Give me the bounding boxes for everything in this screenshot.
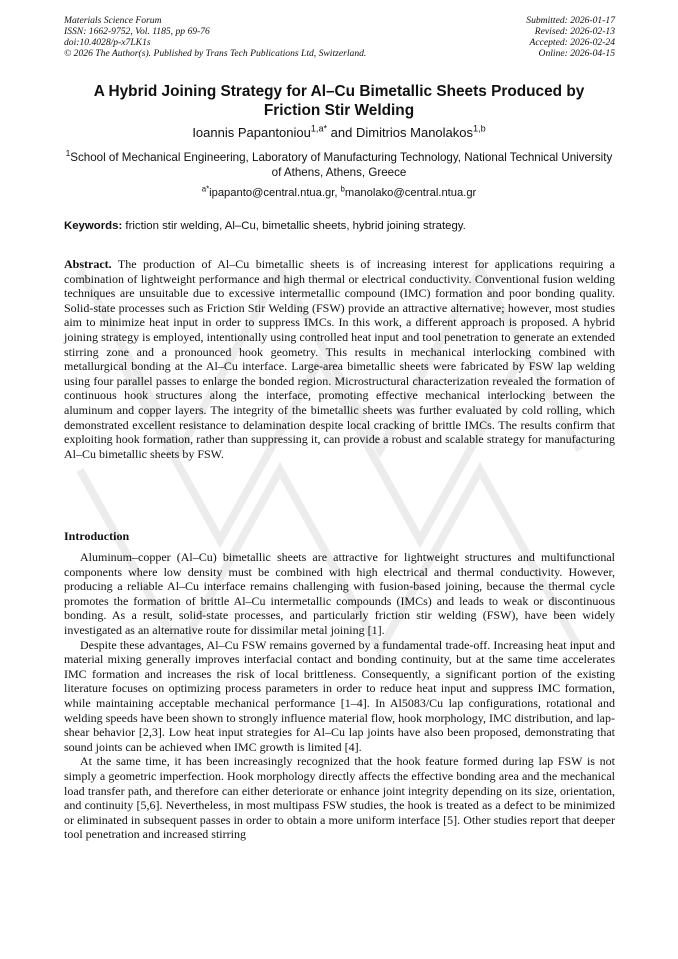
doi: doi:10.4028/p-x7LK1s bbox=[64, 37, 151, 48]
author-1: Ioannis Papantoniou bbox=[192, 125, 311, 140]
email-sep: , bbox=[334, 187, 341, 199]
header-left bbox=[64, 15, 366, 59]
issn: ISSN: 1662-9752, Vol. 1185, pp 69-76 bbox=[64, 26, 210, 37]
paper-title: A Hybrid Joining Strategy for Al–Cu Bimetallic Sheets Produced by Friction Stir Welding bbox=[93, 83, 585, 119]
affiliation-sup: 1 bbox=[65, 149, 71, 159]
accepted-date: Accepted: 2026-02-24 bbox=[529, 37, 615, 48]
introduction-heading: Introduction bbox=[64, 529, 130, 543]
online-date: Online: 2026-04-15 bbox=[538, 48, 615, 59]
header-right bbox=[526, 15, 615, 59]
journal-name: Materials Science Forum bbox=[64, 15, 162, 26]
keywords-text: friction stir welding, Al–Cu, bimetallic sheets, hybrid joining strategy. bbox=[122, 220, 466, 232]
authors-conj: and bbox=[327, 125, 356, 140]
revised-date: Revised: 2026-02-13 bbox=[534, 26, 615, 37]
affiliation-text: School of Mechanical Engineering, Laboratory of Manufacturing Technology, National Technical University of Athens, Athens, Greece bbox=[70, 151, 613, 179]
intro-paragraph: Despite these advantages, Al–Cu FSW remains governed by a fundamental trade-off. Increasing heat input and material mixing generally improves interfacial contact and bonding continuity, but at the same time accelerates IMC formation and increases the risk of local brittleness. Consequently, a significant portion of the existing literature focuses on optimizing process parameters in order to reduce heat input and suppress IMC formation, while maintaining acceptable mechanical performance [1–4]. In Al5083/Cu lap configurations, rotational and welding speeds have been shown to strongly influence material flow, hook morphology, IMC distribution, and lap-shear behavior [2,3]. Low heat input strategies for Al–Cu lap joints have also been proposed, demonstrating that sound joints can be achieved when IMC growth is limited [4]. bbox=[64, 637, 616, 754]
intro-paragraph: At the same time, it has been increasingly recognized that the hook feature formed during lap FSW is not simply a geometric imperfection. Hook morphology directly affects the effective bonding area and the mechanical load transfer path, and therefore can either deteriorate or enhance joint integrity depending on its size, orientation, and continuity [5,6]. Nevertheless, in most multipass FSW studies, the hook is treated as a defect to be minimized or eliminated in subsequent passes in order to obtain a more uniform interface [5]. Other studies report that deeper tool penetration and increased stirring bbox=[64, 754, 615, 842]
submitted-date: Submitted: 2026-01-17 bbox=[526, 15, 615, 26]
email-a-sup: a* bbox=[201, 184, 210, 194]
author-1-sup: 1,a* bbox=[310, 123, 328, 134]
keywords bbox=[64, 220, 615, 232]
intro-paragraph: Aluminum–copper (Al–Cu) bimetallic sheets are attractive for lightweight structures and multifunctional components where low density must be combined with high electrical and thermal conductivity. However, producing a reliable Al–Cu interface remains challenging with fusion-based joining, because the thermal cycle promotes the formation of brittle Al–Cu intermetallic compounds (IMCs) and leads to weak or discontinuous bonding. As a result, solid-state processes, and particularly friction stir welding (FSW), have been widely investigated as an alternative route for dissimilar metal joining [1]. bbox=[64, 550, 615, 637]
abstract bbox=[64, 257, 615, 461]
keywords-label: Keywords: bbox=[64, 220, 123, 232]
abstract-text: The production of Al–Cu bimetallic sheets is of increasing interest for applications requiring a combination of lightweight performance and high thermal or electrical conductivity. Conventional fusion welding techniques are unsuitable due to excessive intermetallic compound (IMC) formation and poor bonding quality. Solid-state processes such as Friction Stir Welding (FSW) provide an attractive alternative; however, most studies aim to minimize heat input in order to suppress IMCs. In this work, a different approach is proposed. A hybrid joining strategy is employed, intentionally using controlled heat input and tool penetration to generate an extended stirring zone and a pronounced hook geometry. This results in mechanical interlocking combined with metallurgical bonding at the Al–Cu interface. Large-area bimetallic sheets were fabricated by FSW lap welding using four parallel passes to enlarge the bonded region. Microstructural characterization revealed the formation of continuous hook structures along the interface, promoting effective mechanical interlocking between the aluminum and copper layers. The integrity of the bimetallic sheets was further evaluated by cold rolling, which demonstrated excellent resistance to delamination despite local cracking of brittle IMCs. The results confirm that exploiting hook formation, rather than suppressing it, can provide a robust and scalable strategy for manufacturing Al–Cu bimetallic sheets by FSW. bbox=[64, 257, 615, 461]
email-b-sup: b bbox=[340, 184, 345, 194]
author-2-sup: 1,b bbox=[473, 123, 486, 134]
affiliation bbox=[60, 150, 618, 180]
emails bbox=[40, 184, 638, 199]
copyright: © 2026 The Author(s). Published by Trans Tech Publications Ltd, Switzerland. bbox=[64, 48, 367, 59]
email-b[interactable]: manolako@central.ntua.gr bbox=[344, 187, 477, 199]
email-a[interactable]: ipapanto@central.ntua.gr bbox=[209, 187, 335, 199]
author-2: Dimitrios Manolakos bbox=[355, 125, 474, 140]
abstract-label: Abstract. bbox=[64, 257, 112, 271]
introduction-body bbox=[64, 550, 615, 842]
authors bbox=[40, 125, 638, 140]
